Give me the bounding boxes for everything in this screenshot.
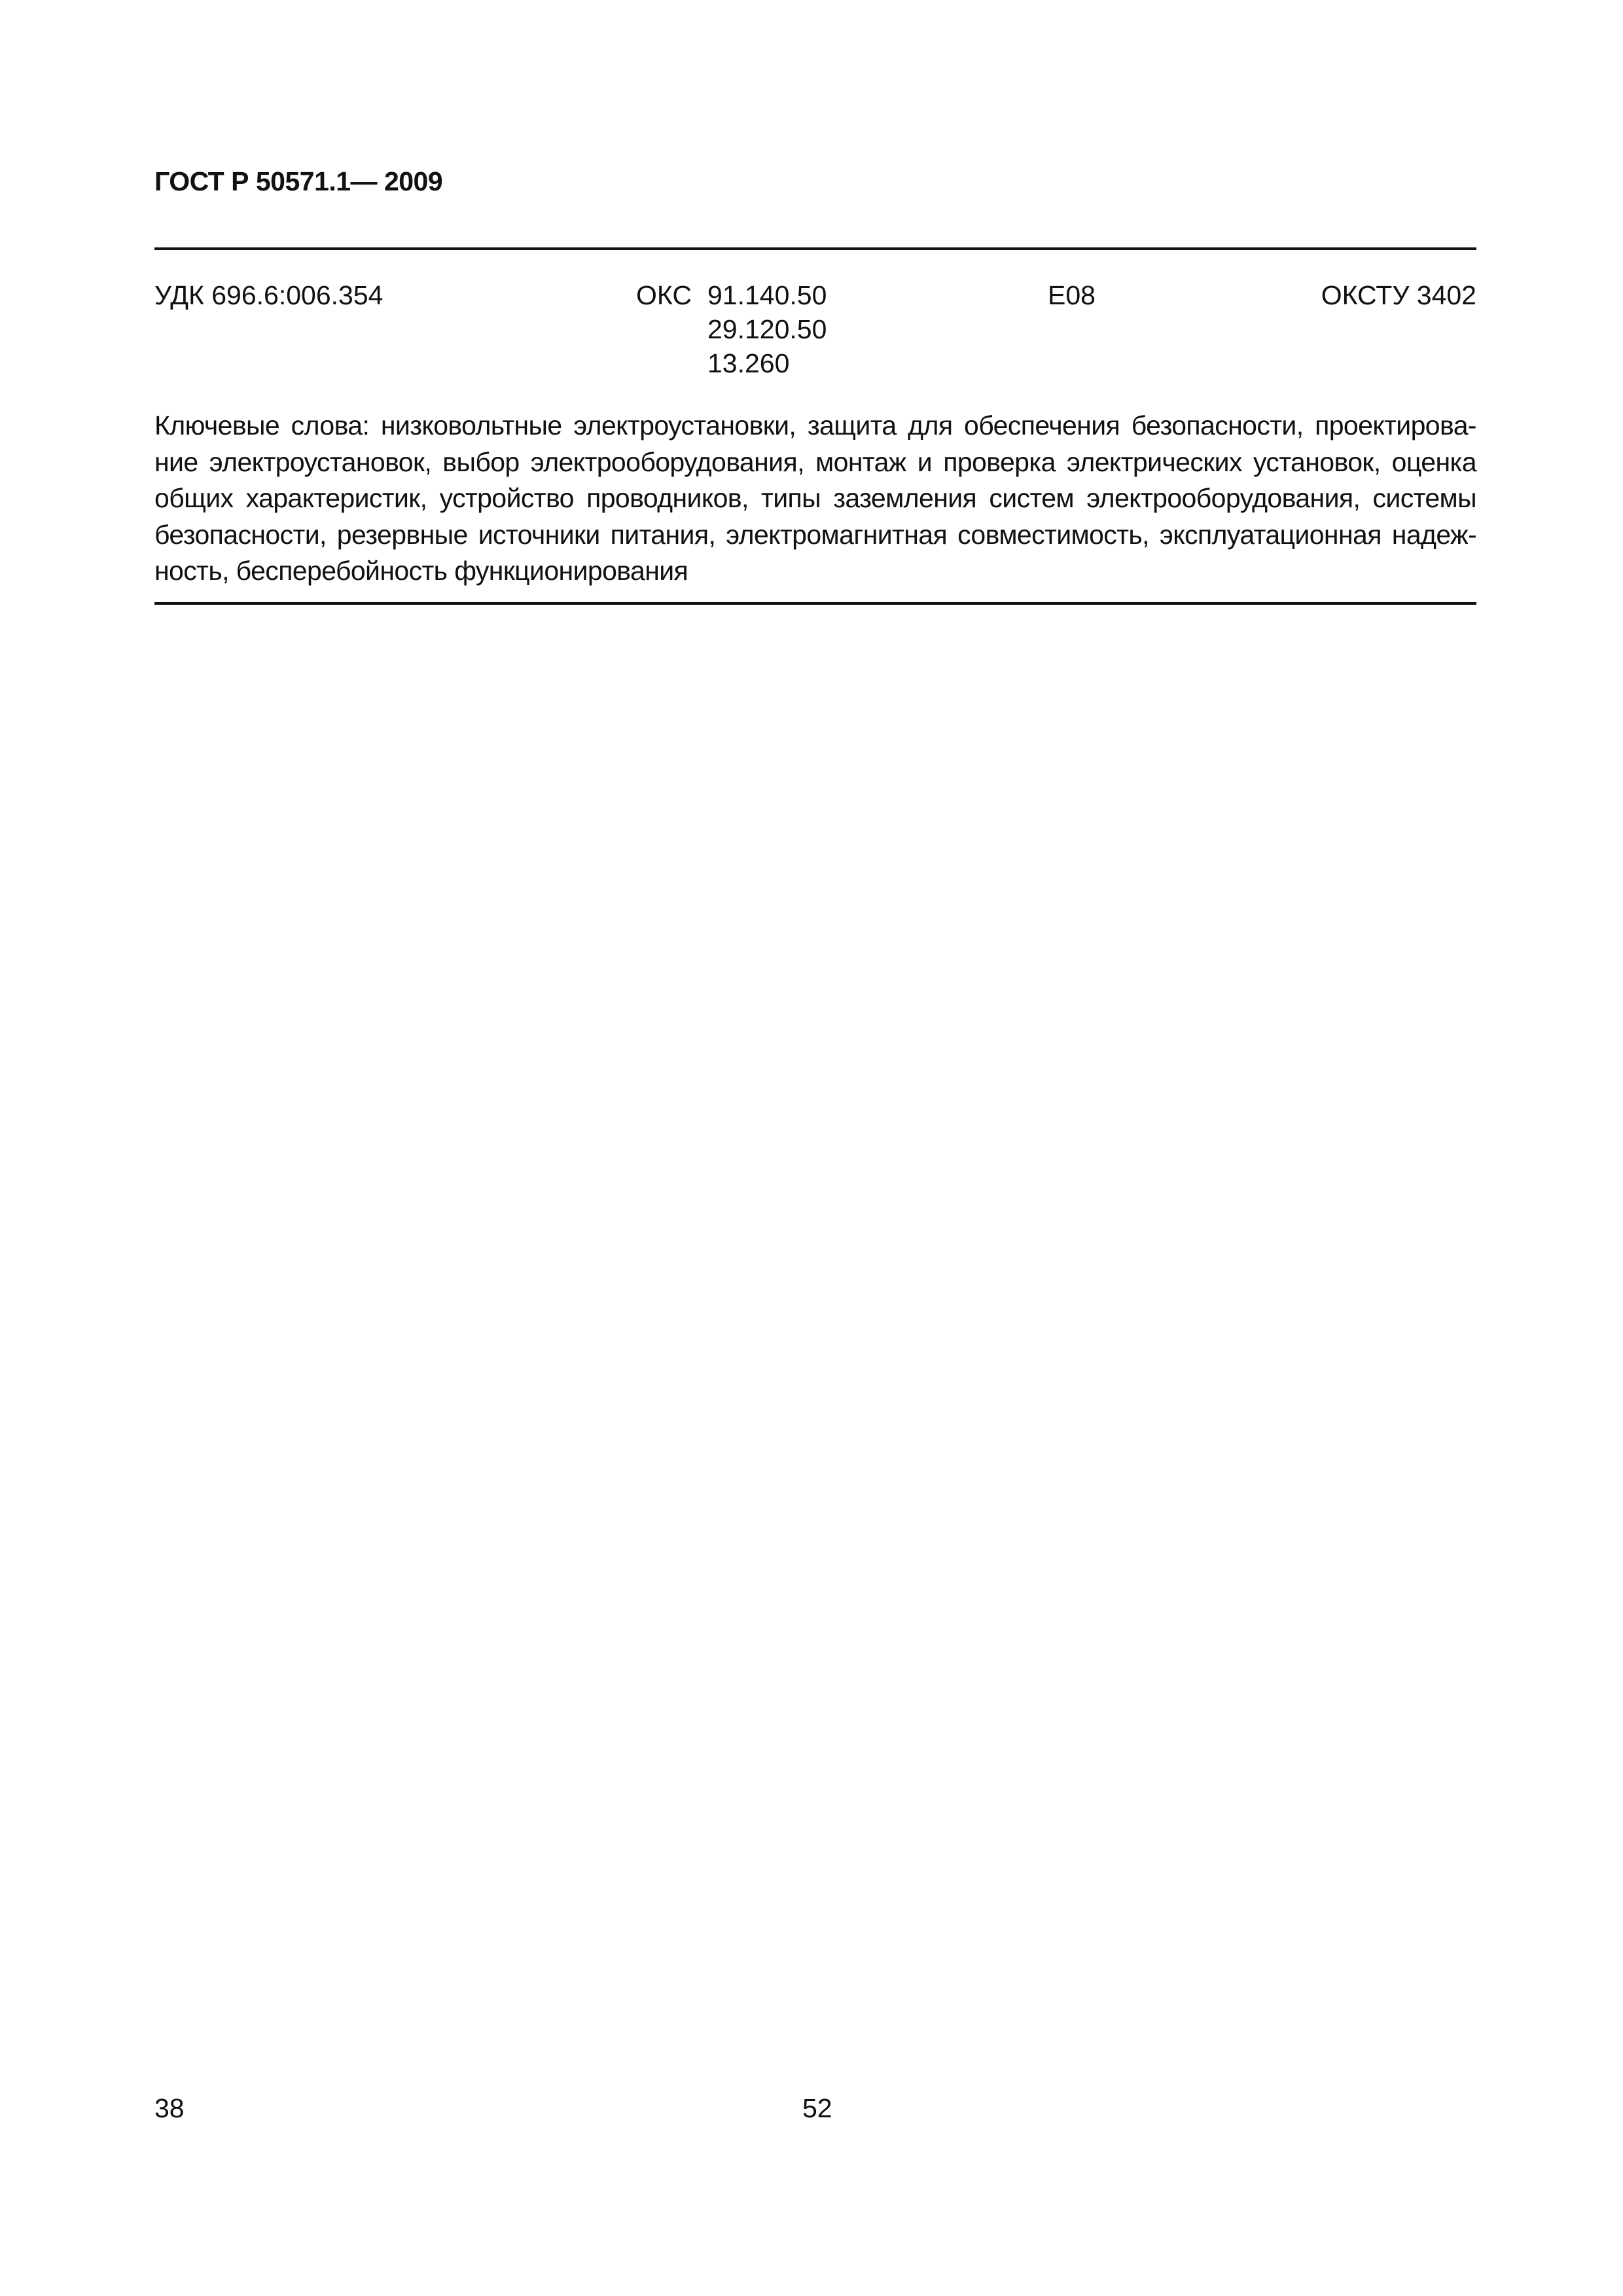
page-number-center: 52 [802, 2093, 832, 2123]
okstu-code: ОКСТУ 3402 [1321, 280, 1476, 310]
document-header-title: ГОСТ Р 50571.1— 2009 [154, 166, 443, 196]
top-divider [154, 247, 1476, 250]
keywords-line: общих характеристик, устройство проводников, типы заземления систем электрооборудования, системы [154, 483, 1476, 513]
keywords-line: ние электроустановок, выбор электрооборудования, монтаж и проверка электрических установок, оценка [154, 446, 1476, 477]
keywords-line: безопасности, резервные источники питания, электромагнитная совместимость, эксплуатационная надеж- [154, 519, 1476, 550]
udk-code: УДК 696.6:006.354 [154, 280, 383, 310]
oks-codes [707, 278, 827, 380]
keywords-paragraph [154, 408, 1476, 590]
keywords-line: Ключевые слова: низковольтные электроустановки, защита для обеспечения безопасности, проектирова- [154, 410, 1476, 440]
oks-code: 29.120.50 [707, 314, 827, 344]
page-number-left: 38 [154, 2093, 185, 2123]
oks-label: ОКС [636, 280, 692, 310]
e-code: Е08 [1048, 280, 1096, 310]
oks-code: 91.140.50 [707, 280, 827, 310]
bottom-divider [154, 602, 1476, 605]
keywords-line: ность, бесперебойность функционирования [154, 556, 688, 586]
oks-code: 13.260 [707, 348, 790, 378]
